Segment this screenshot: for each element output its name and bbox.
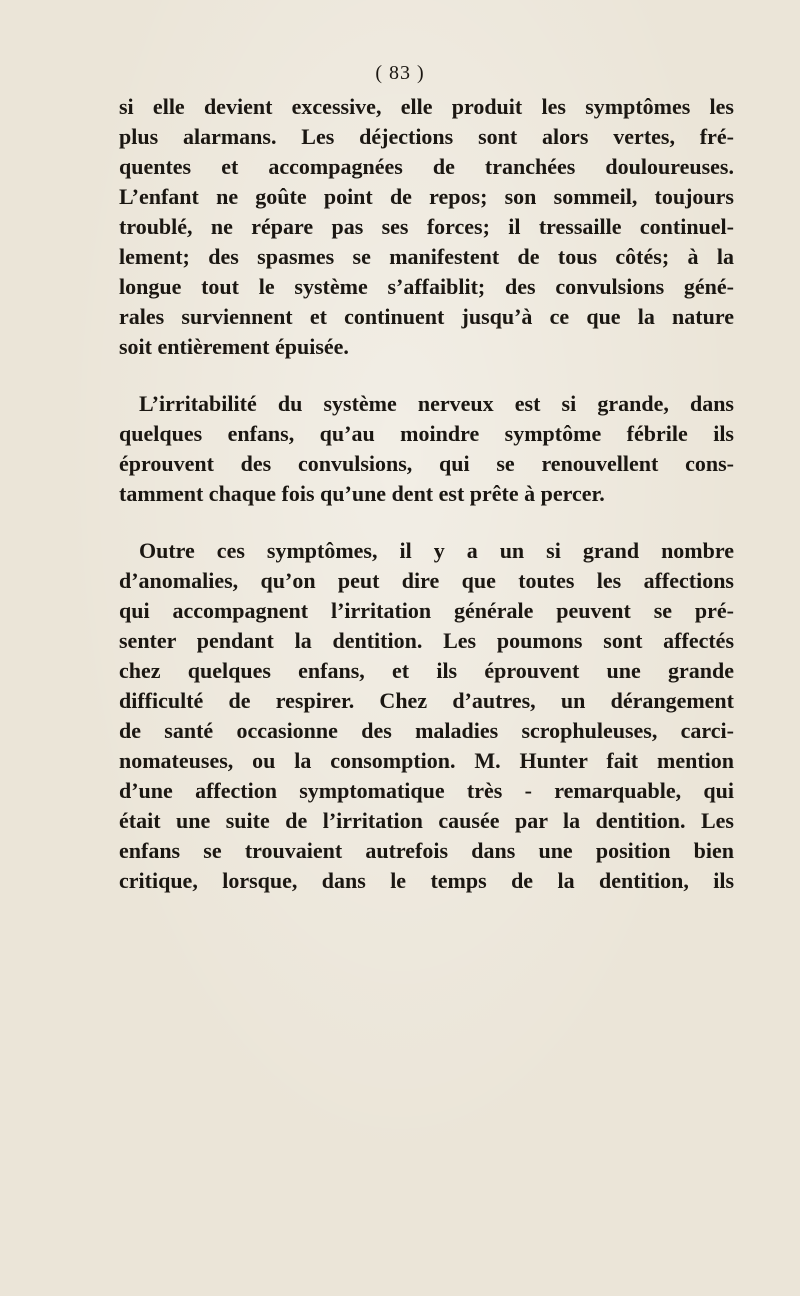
text-line: était une suite de l’irritation causée par la dentition. Les — [119, 808, 734, 833]
text-line: chez quelques enfans, et ils éprouvent une grande — [119, 658, 734, 683]
paragraph-3 — [119, 536, 734, 896]
text-line: si elle devient excessive, elle produit les symptômes les — [119, 94, 734, 119]
text-line: nomateuses, ou la consomption. M. Hunter fait mention — [119, 748, 734, 773]
text-line: tamment chaque fois qu’une dent est prête à percer. — [119, 481, 605, 506]
text-line: lement; des spasmes se manifestent de tous côtés; à la — [119, 244, 734, 269]
page-number: ( 83 ) — [375, 62, 425, 84]
text-line: de santé occasionne des maladies scrophuleuses, carci- — [119, 718, 734, 743]
text-line: d’anomalies, qu’on peut dire que toutes les affections — [119, 568, 734, 593]
text-line: longue tout le système s’affaiblit; des convulsions géné- — [119, 274, 734, 299]
text-line: qui accompagnent l’irritation générale peuvent se pré- — [119, 598, 734, 623]
text-line: quelques enfans, qu’au moindre symptôme fébrile ils — [119, 421, 734, 446]
text-line: troublé, ne répare pas ses forces; il tressaille continuel- — [119, 214, 734, 239]
text-line: enfans se trouvaient autrefois dans une position bien — [119, 838, 734, 863]
text-line: éprouvent des convulsions, qui se renouvellent cons- — [119, 451, 734, 476]
text-line: L’enfant ne goûte point de repos; son sommeil, toujours — [119, 184, 734, 209]
text-line: rales surviennent et continuent jusqu’à ce que la nature — [119, 304, 734, 329]
text-line: soit entièrement épuisée. — [119, 334, 349, 359]
text-line: quentes et accompagnées de tranchées douloureuses. — [119, 154, 734, 179]
body-text — [119, 92, 734, 896]
text-line: d’une affection symptomatique très - remarquable, qui — [119, 778, 734, 803]
text-line: L’irritabilité du système nerveux est si grande, dans — [139, 391, 734, 416]
paragraph-2 — [119, 389, 734, 509]
text-line: senter pendant la dentition. Les poumons sont affectés — [119, 628, 734, 653]
paragraph-1 — [119, 92, 734, 362]
text-line: Outre ces symptômes, il y a un si grand nombre — [139, 538, 734, 563]
text-line: difficulté de respirer. Chez d’autres, un dérangement — [119, 688, 734, 713]
text-line: plus alarmans. Les déjections sont alors vertes, fré- — [119, 124, 734, 149]
text-line: critique, lorsque, dans le temps de la dentition, ils — [119, 868, 734, 893]
